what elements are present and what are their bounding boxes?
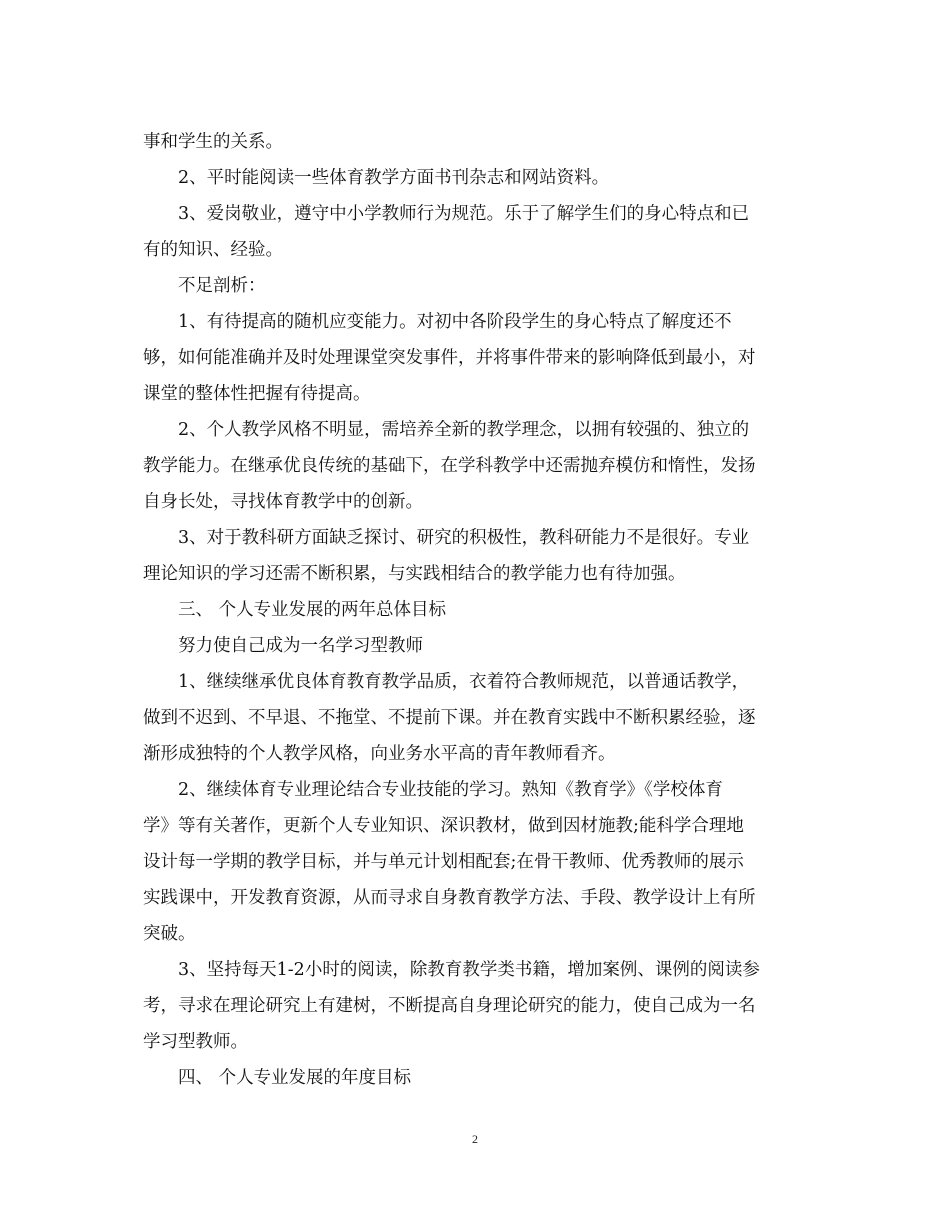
page-number: 2 — [472, 1132, 478, 1146]
text-line: 2、个人教学风格不明显，需培养全新的教学理念，以拥有较强的、独立的 — [178, 420, 750, 440]
text-line: 2、平时能阅读一些体育教学方面书刊杂志和网站资料。 — [178, 168, 610, 188]
text-line: 努力使自己成为一名学习型教师 — [178, 636, 423, 656]
text-line: 教学能力。在继承优良传统的基础下，在学科教学中还需抛弃模仿和惰性，发扬 — [143, 456, 756, 476]
text-line: 课堂的整体性把握有待提高。 — [143, 384, 371, 404]
text-line: 不足剖析： — [178, 276, 266, 296]
text-line: 三、 个人专业发展的两年总体目标 — [178, 600, 447, 620]
text-line: 1、有待提高的随机应变能力。对初中各阶段学生的身心特点了解度还不 — [178, 312, 732, 332]
text-line: 设计每一学期的教学目标，并与单元计划相配套;在骨干教师、优秀教师的展示 — [143, 852, 744, 872]
text-line: 四、 个人专业发展的年度目标 — [178, 1068, 412, 1088]
text-line: 3、坚持每天1-2小时的阅读，除教育教学类书籍，增加案例、课例的阅读参 — [178, 960, 760, 980]
text-line: 2、继续体育专业理论结合专业技能的学习。熟知《教育学》《学校体育 — [178, 780, 723, 800]
text-line: 理论知识的学习还需不断积累，与实践相结合的教学能力也有待加强。 — [143, 564, 686, 584]
text-line: 有的知识、经验。 — [143, 240, 283, 260]
text-line: 事和学生的关系。 — [143, 132, 283, 152]
text-line: 实践课中，开发教育资源，从而寻求自身教育教学方法、手段、教学设计上有所 — [143, 888, 756, 908]
text-line: 学习型教师。 — [143, 1032, 248, 1052]
text-line: 学》等有关著作，更新个人专业知识、深识教材，做到因材施教;能科学合理地 — [143, 816, 744, 836]
text-line: 突破。 — [143, 924, 196, 944]
text-line: 1、继续继承优良体育教育教学品质，衣着符合教师规范，以普通话教学， — [178, 672, 750, 692]
document-body — [143, 124, 807, 1096]
text-line: 够，如何能准确并及时处理课堂突发事件，并将事件带来的影响降低到最小，对 — [143, 348, 756, 368]
text-line: 3、爱岗敬业，遵守中小学教师行为规范。乐于了解学生们的身心特点和已 — [178, 204, 750, 224]
text-line: 3、对于教科研方面缺乏探讨、研究的积极性，教科研能力不是很好。专业 — [178, 528, 750, 548]
text-line: 自身长处，寻找体育教学中的创新。 — [143, 492, 423, 512]
text-line: 做到不迟到、不早退、不拖堂、不提前下课。并在教育实践中不断积累经验，逐 — [143, 708, 756, 728]
text-line: 考，寻求在理论研究上有建树，不断提高自身理论研究的能力，使自己成为一名 — [143, 996, 756, 1016]
text-line: 渐形成独特的个人教学风格，向业务水平高的青年教师看齐。 — [143, 744, 616, 764]
